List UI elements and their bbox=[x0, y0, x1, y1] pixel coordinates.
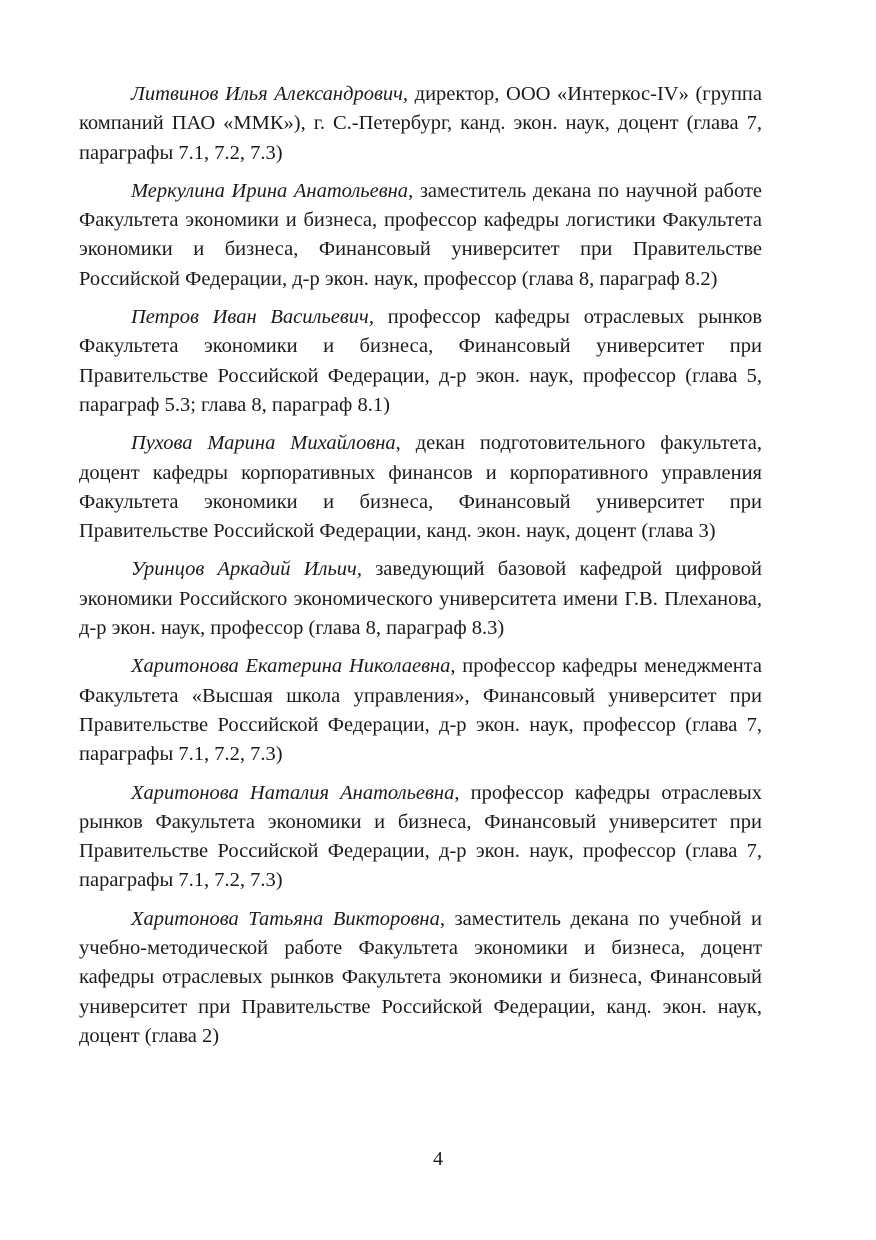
author-entry-1 bbox=[79, 80, 762, 168]
author-description: директор, ООО «Интеркос-IV» (группа компаний ПАО «ММК»), г. С.-Петербург, канд. экон. наук, доцент (глава 7, параграфы 7.1, 7.2, 7.3) bbox=[79, 83, 762, 164]
author-description: , заместитель декана по научной работе Факультета экономики и бизнеса, профессор кафедры логистики Факультета экономики и бизнеса, Финансовый университет при Правительстве Российской Федерации, д-р экон. наук, профессор (глава 8, параграф 8.2) bbox=[79, 179, 762, 290]
author-description: профессор кафедры отраслевых рынков Факультета экономики и бизнеса, Финансовый университет при Правительстве Российской Федерации, д-р экон. наук, профессор (глава 5, параграф 5.3; глава 8, параграф 8.1) bbox=[79, 306, 762, 416]
author-description: заведующий базовой кафедрой цифровой экономики Российского экономического университета имени Г.В. Плеханова, д-р экон. наук, профессор (глава 8, параграф 8.3) bbox=[79, 558, 762, 640]
author-entry-3 bbox=[79, 303, 762, 420]
author-description: , профессор кафедры менеджмента Факультета «Высшая школа управления», Финансовый университет при Правительстве Российской Федерации, д-р экон. наук, профессор (глава 7, параграфы 7.1, 7.2, 7.3) bbox=[79, 655, 762, 766]
author-name: Петров Иван Васильевич, bbox=[131, 306, 374, 329]
author-name: Меркулина Ирина Анатольевна bbox=[131, 179, 409, 202]
author-entry-5 bbox=[79, 555, 762, 643]
author-description: заместитель декана по учебной и учебно-методической работе Факультета экономики и бизнеса, доцент кафедры отраслевых рынков Факультета экономики и бизнеса, Финансовый университет при Правительстве Российской Федерации, канд. экон. наук, доцент (глава 2) bbox=[79, 907, 762, 1047]
author-description: , декан подготовительного факультета, доцент кафедры корпоративных финансов и корпоративного управления Факультета экономики и бизнеса, Финансовый университет при Правительстве Российской Федерации, канд. экон. наук, доцент (глава 3) bbox=[79, 432, 762, 543]
author-name: Уринцов Аркадий Ильич, bbox=[131, 558, 362, 581]
author-entry-6 bbox=[79, 652, 762, 769]
author-description: , профессор кафедры отраслевых рынков Факультета экономики и бизнеса, Финансовый университет при Правительстве Российской Федерации, д-р экон. наук, профессор (глава 7, параграфы 7.1, 7.2, 7.3) bbox=[79, 781, 762, 892]
author-name: Пухова Марина Михайловна bbox=[131, 432, 396, 455]
author-entry-4 bbox=[79, 429, 762, 546]
author-name: Харитонова Татьяна Викторовна, bbox=[131, 907, 445, 930]
author-name: Харитонова Наталия Анатольевна bbox=[131, 781, 455, 804]
author-list bbox=[79, 80, 762, 1060]
author-entry-8 bbox=[79, 905, 762, 1051]
author-entry-7 bbox=[79, 779, 762, 896]
author-name: Литвинов Илья Александрович, bbox=[131, 83, 409, 105]
page-number: 4 bbox=[433, 1148, 443, 1170]
author-name: Харитонова Екатерина Николаевна bbox=[131, 655, 451, 678]
author-entry-2 bbox=[79, 177, 762, 294]
